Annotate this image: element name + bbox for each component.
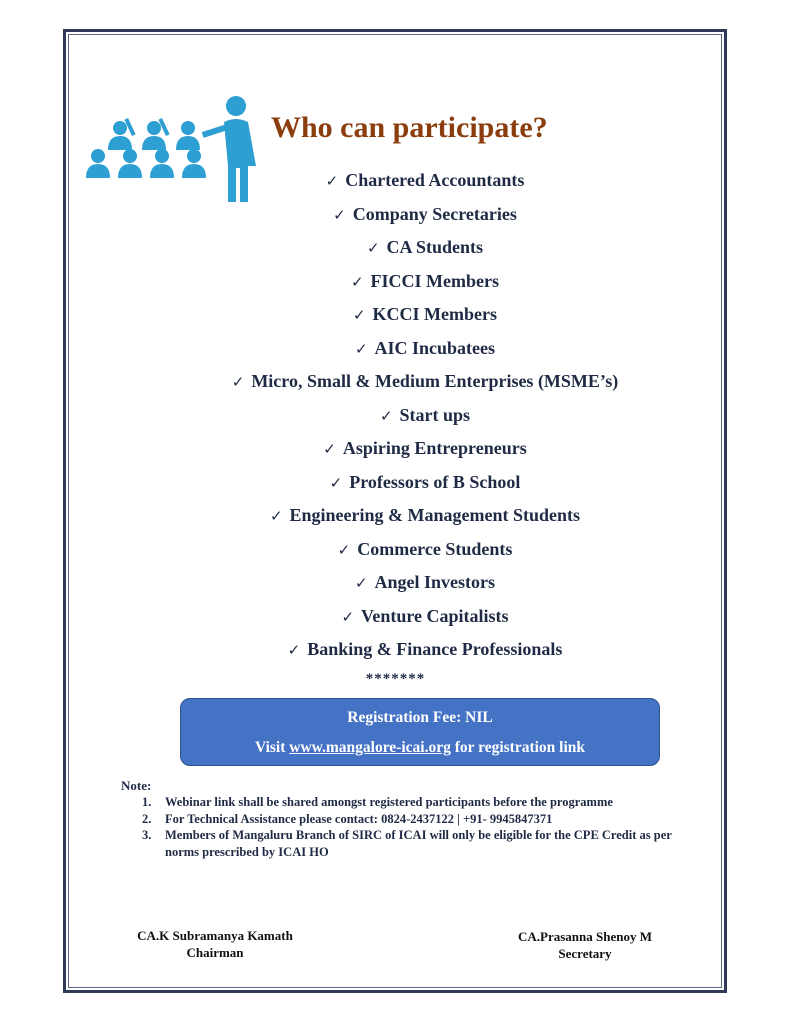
- checkmark-icon: ✓: [287, 641, 301, 659]
- note-number: 3.: [142, 828, 152, 842]
- checkmark-icon: ✓: [352, 306, 366, 324]
- participant-item: [90, 499, 760, 533]
- checkmark-icon: ✓: [333, 205, 346, 224]
- participant-item: [90, 600, 760, 634]
- checkmark-icon: ✓: [354, 574, 368, 592]
- visit-prefix: Visit: [254, 739, 290, 756]
- participant-label: FICCI Members: [370, 270, 500, 291]
- note-text: Webinar link shall be shared amongst registered participants before the programme: [165, 795, 613, 809]
- participant-label: Engineering & Management Students: [289, 505, 581, 525]
- checkmark-icon: ✓: [325, 172, 339, 190]
- participant-item: [90, 198, 760, 232]
- checkmark-icon: ✓: [354, 339, 368, 358]
- participant-label: Venture Capitalists: [361, 605, 509, 626]
- note-title: Note:: [121, 778, 152, 793]
- checkmark-icon: ✓: [350, 272, 364, 291]
- signatory-chairman: [110, 927, 320, 961]
- note-number: 2.: [142, 811, 152, 826]
- page-title: Who can participate?: [271, 111, 548, 144]
- signatory-role: Secretary: [558, 946, 612, 961]
- checkmark-icon: ✓: [366, 239, 380, 257]
- participant-item: [90, 265, 760, 299]
- checkmark-icon: ✓: [341, 607, 355, 626]
- note-list: [142, 794, 702, 860]
- participant-item: [90, 533, 760, 567]
- note-text: Members of Mangaluru Branch of SIRC of ICAI will only be eligible for the CPE Credit as per norms prescribed by ICAI HO: [165, 828, 672, 859]
- participant-label: Chartered Accountants: [345, 170, 525, 190]
- participant-list: [90, 164, 760, 667]
- participant-label: Start ups: [399, 404, 471, 425]
- checkmark-icon: ✓: [323, 440, 336, 458]
- participant-label: Professors of B School: [349, 471, 521, 492]
- participant-item: [90, 633, 760, 667]
- signatory-name: CA.Prasanna Shenoy M: [518, 929, 652, 944]
- participant-label: Micro, Small & Medium Enterprises (MSME’s): [251, 371, 619, 391]
- participant-label: Company Secretaries: [352, 203, 517, 224]
- signatory-role: Chairman: [186, 945, 244, 960]
- checkmark-icon: ✓: [231, 373, 245, 391]
- registration-link[interactable]: www.mangalore-icai.org: [289, 739, 451, 756]
- participant-item: [90, 399, 760, 433]
- note-number: 1.: [142, 795, 152, 809]
- note-item: [142, 811, 702, 828]
- registration-fee: Registration Fee: NIL: [347, 709, 493, 726]
- participant-label: Aspiring Entrepreneurs: [342, 438, 527, 458]
- participant-item: [90, 466, 760, 500]
- checkmark-icon: ✓: [337, 540, 351, 559]
- registration-box: [180, 698, 660, 766]
- note-text: For Technical Assistance please contact: 0824-2437122 | +91- 9945847371: [165, 811, 553, 826]
- participant-label: Banking & Finance Professionals: [307, 639, 563, 659]
- participant-label: AIC Incubatees: [374, 337, 496, 358]
- participant-label: Angel Investors: [374, 572, 496, 592]
- signatory-secretary: [480, 928, 690, 962]
- checkmark-icon: ✓: [379, 406, 393, 425]
- visit-suffix: for registration link: [450, 739, 586, 756]
- participant-item: [90, 332, 760, 366]
- participant-item: [90, 164, 760, 198]
- separator: *******: [365, 671, 426, 687]
- checkmark-icon: ✓: [269, 507, 283, 525]
- participant-item: [90, 566, 760, 600]
- participant-label: KCCI Members: [372, 304, 498, 324]
- participant-item: [90, 432, 760, 466]
- note-item: [142, 794, 702, 811]
- participant-label: Commerce Students: [357, 538, 513, 559]
- note-item: [142, 827, 702, 860]
- participant-item: [90, 231, 760, 265]
- signatory-name: CA.K Subramanya Kamath: [137, 928, 293, 943]
- participant-label: CA Students: [386, 237, 484, 257]
- participant-item: [90, 298, 760, 332]
- registration-visit-line: [181, 738, 659, 758]
- participant-item: [90, 365, 760, 399]
- checkmark-icon: ✓: [329, 473, 343, 492]
